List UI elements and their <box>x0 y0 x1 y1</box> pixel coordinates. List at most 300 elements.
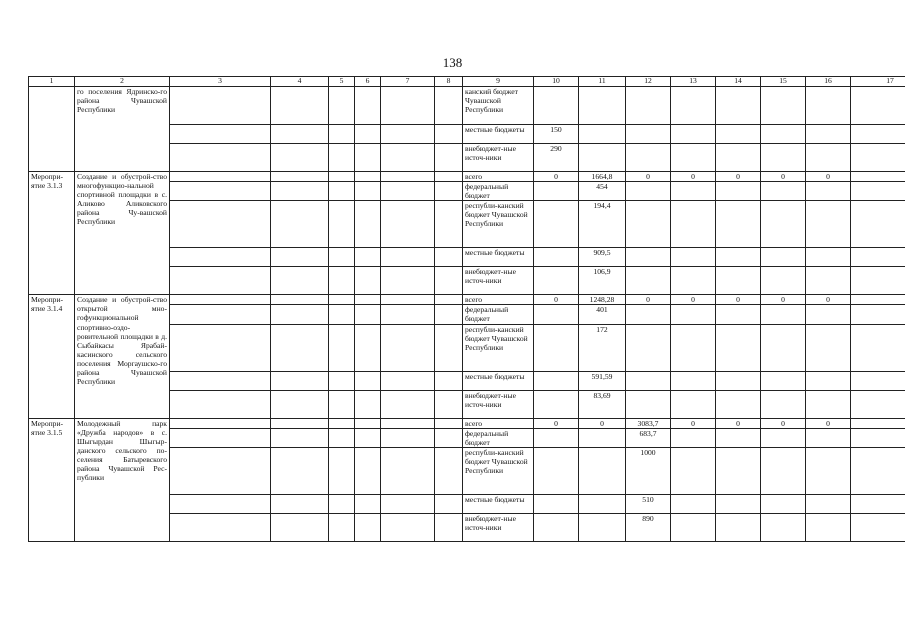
amount-cell-15 <box>761 390 806 418</box>
amount-cell-12: 683,7 <box>626 428 671 447</box>
amount-cell-10 <box>534 305 579 324</box>
amount-cell-17 <box>851 324 905 371</box>
amount-cell-15 <box>761 201 806 248</box>
empty-cell <box>435 324 463 371</box>
empty-cell <box>381 418 435 428</box>
empty-cell <box>435 513 463 541</box>
funding-source-cell: всего <box>463 418 534 428</box>
amount-cell-17 <box>851 182 905 201</box>
amount-cell-11 <box>579 494 626 513</box>
empty-cell <box>355 248 381 267</box>
amount-cell-11: 909,5 <box>579 248 626 267</box>
amount-cell-11 <box>579 428 626 447</box>
amount-cell-15 <box>761 248 806 267</box>
empty-cell <box>329 172 355 182</box>
column-number: 11 <box>579 77 626 87</box>
amount-cell-12: 890 <box>626 513 671 541</box>
funding-source-cell: местные бюджеты <box>463 248 534 267</box>
amount-cell-14: 0 <box>716 172 761 182</box>
measure-name-cell: Молодежный парк «Дружба народов» в с. Шыгырдан Шыгыр-данского сельского по-селения Батыревского района Чувашской Рес-публики <box>75 418 170 541</box>
amount-cell-14 <box>716 248 761 267</box>
empty-cell <box>170 324 271 371</box>
amount-cell-17 <box>851 513 905 541</box>
funding-source-cell: местные бюджеты <box>463 125 534 144</box>
amount-cell-15 <box>761 428 806 447</box>
empty-cell <box>329 87 355 125</box>
amount-cell-11: 401 <box>579 305 626 324</box>
amount-cell-15 <box>761 324 806 371</box>
amount-cell-14 <box>716 182 761 201</box>
empty-cell <box>355 494 381 513</box>
amount-cell-10: 290 <box>534 144 579 172</box>
column-number: 16 <box>806 77 851 87</box>
amount-cell-16 <box>806 125 851 144</box>
empty-cell <box>381 513 435 541</box>
column-number: 9 <box>463 77 534 87</box>
column-number-row <box>29 77 905 87</box>
funding-source-cell: внебюджет-ные источ-ники <box>463 513 534 541</box>
amount-cell-10: 0 <box>534 172 579 182</box>
empty-cell <box>329 371 355 390</box>
empty-cell <box>170 428 271 447</box>
funding-source-cell: республи-канский бюджет Чувашской Республики <box>463 324 534 371</box>
amount-cell-10 <box>534 87 579 125</box>
empty-cell <box>381 305 435 324</box>
amount-cell-11: 172 <box>579 324 626 371</box>
amount-cell-13 <box>671 513 716 541</box>
empty-cell <box>329 182 355 201</box>
amount-cell-13: 0 <box>671 418 716 428</box>
funding-source-cell: республи-канский бюджет Чувашской Республики <box>463 201 534 248</box>
empty-cell <box>381 371 435 390</box>
amount-cell-10: 0 <box>534 418 579 428</box>
amount-cell-14 <box>716 324 761 371</box>
empty-cell <box>381 447 435 494</box>
amount-cell-16 <box>806 324 851 371</box>
amount-cell-17 <box>851 125 905 144</box>
amount-cell-11: 83,69 <box>579 390 626 418</box>
empty-cell <box>381 267 435 295</box>
funding-source-cell: канский бюджет Чувашской Республики <box>463 87 534 125</box>
empty-cell <box>329 324 355 371</box>
measure-id-cell: Меропри-ятие 3.1.3 <box>29 172 75 295</box>
amount-cell-15: 0 <box>761 418 806 428</box>
empty-cell <box>381 248 435 267</box>
amount-cell-10 <box>534 494 579 513</box>
amount-cell-13 <box>671 201 716 248</box>
empty-cell <box>271 125 329 144</box>
amount-cell-14 <box>716 494 761 513</box>
empty-cell <box>435 182 463 201</box>
column-number: 4 <box>271 77 329 87</box>
empty-cell <box>381 295 435 305</box>
amount-cell-14 <box>716 371 761 390</box>
amount-cell-14 <box>716 428 761 447</box>
column-number: 1 <box>29 77 75 87</box>
column-number: 14 <box>716 77 761 87</box>
amount-cell-17 <box>851 295 905 305</box>
empty-cell <box>329 513 355 541</box>
amount-cell-16 <box>806 513 851 541</box>
amount-cell-15: 0 <box>761 295 806 305</box>
empty-cell <box>355 513 381 541</box>
empty-cell <box>355 418 381 428</box>
empty-cell <box>435 201 463 248</box>
amount-cell-13 <box>671 324 716 371</box>
empty-cell <box>355 125 381 144</box>
measure-name-cell: Создание и обустрой-ство многофункцио-нальной спортивной площадки в с. Аликово Аликовского района Чу-вашской Республики <box>75 172 170 295</box>
empty-cell <box>329 305 355 324</box>
amount-cell-12 <box>626 390 671 418</box>
empty-cell <box>170 144 271 172</box>
amount-cell-13 <box>671 428 716 447</box>
amount-cell-17 <box>851 267 905 295</box>
amount-cell-10 <box>534 324 579 371</box>
measure-id-cell <box>29 87 75 172</box>
amount-cell-13 <box>671 125 716 144</box>
amount-cell-13: 0 <box>671 295 716 305</box>
empty-cell <box>170 418 271 428</box>
empty-cell <box>329 125 355 144</box>
amount-cell-14: 0 <box>716 295 761 305</box>
empty-cell <box>329 494 355 513</box>
amount-cell-10: 0 <box>534 295 579 305</box>
amount-cell-12: 0 <box>626 295 671 305</box>
amount-cell-15: 0 <box>761 172 806 182</box>
amount-cell-10 <box>534 390 579 418</box>
amount-cell-16 <box>806 248 851 267</box>
empty-cell <box>329 390 355 418</box>
empty-cell <box>170 447 271 494</box>
amount-cell-12 <box>626 324 671 371</box>
amount-cell-16 <box>806 267 851 295</box>
amount-cell-12: 510 <box>626 494 671 513</box>
empty-cell <box>435 125 463 144</box>
amount-cell-11: 1664,8 <box>579 172 626 182</box>
funding-source-cell: внебюджет-ные источ-ники <box>463 144 534 172</box>
amount-cell-12 <box>626 182 671 201</box>
column-number: 7 <box>381 77 435 87</box>
empty-cell <box>271 513 329 541</box>
empty-cell <box>435 87 463 125</box>
budget-table <box>28 76 905 542</box>
empty-cell <box>271 418 329 428</box>
amount-cell-11: 106,9 <box>579 267 626 295</box>
amount-cell-11: 1248,28 <box>579 295 626 305</box>
empty-cell <box>271 371 329 390</box>
amount-cell-15 <box>761 182 806 201</box>
empty-cell <box>170 172 271 182</box>
amount-cell-11 <box>579 87 626 125</box>
amount-cell-15 <box>761 267 806 295</box>
measure-name-cell: Создание и обустрой-ство открытой мно-гофункциональной спортивно-оздо-ровительной площадки в д. Сыбайкасы Ярабай-касинского сельского поселения Моргаушско-го района Чувашской Республики <box>75 295 170 418</box>
amount-cell-12: 1000 <box>626 447 671 494</box>
amount-cell-10 <box>534 182 579 201</box>
amount-cell-13 <box>671 390 716 418</box>
amount-cell-15 <box>761 87 806 125</box>
empty-cell <box>381 125 435 144</box>
amount-cell-14: 0 <box>716 418 761 428</box>
empty-cell <box>271 305 329 324</box>
empty-cell <box>435 248 463 267</box>
empty-cell <box>271 494 329 513</box>
amount-cell-16 <box>806 87 851 125</box>
amount-cell-11: 194,4 <box>579 201 626 248</box>
empty-cell <box>435 428 463 447</box>
empty-cell <box>329 295 355 305</box>
amount-cell-11 <box>579 513 626 541</box>
amount-cell-11: 454 <box>579 182 626 201</box>
amount-cell-10 <box>534 371 579 390</box>
amount-cell-16: 0 <box>806 418 851 428</box>
empty-cell <box>435 295 463 305</box>
funding-source-cell: местные бюджеты <box>463 494 534 513</box>
empty-cell <box>355 390 381 418</box>
measure-name-cell: го поселения Ядринско-го района Чувашской Республики <box>75 87 170 172</box>
empty-cell <box>435 494 463 513</box>
amount-cell-12 <box>626 248 671 267</box>
amount-cell-17 <box>851 371 905 390</box>
amount-cell-11 <box>579 447 626 494</box>
amount-cell-17 <box>851 87 905 125</box>
empty-cell <box>271 295 329 305</box>
amount-cell-15 <box>761 447 806 494</box>
empty-cell <box>355 182 381 201</box>
empty-cell <box>271 390 329 418</box>
empty-cell <box>170 125 271 144</box>
amount-cell-12 <box>626 201 671 248</box>
amount-cell-14 <box>716 447 761 494</box>
column-number: 10 <box>534 77 579 87</box>
funding-source-cell: внебюджет-ные источ-ники <box>463 390 534 418</box>
empty-cell <box>271 324 329 371</box>
amount-cell-14 <box>716 390 761 418</box>
empty-cell <box>435 144 463 172</box>
empty-cell <box>381 324 435 371</box>
column-number: 8 <box>435 77 463 87</box>
page-number: 138 <box>442 55 463 70</box>
funding-source-cell: федеральный бюджет <box>463 428 534 447</box>
empty-cell <box>355 428 381 447</box>
amount-cell-17 <box>851 428 905 447</box>
measure-id-cell: Меропри-ятие 3.1.4 <box>29 295 75 418</box>
empty-cell <box>355 172 381 182</box>
empty-cell <box>170 248 271 267</box>
amount-cell-17 <box>851 418 905 428</box>
amount-cell-14 <box>716 305 761 324</box>
empty-cell <box>355 267 381 295</box>
empty-cell <box>271 248 329 267</box>
empty-cell <box>329 428 355 447</box>
amount-cell-17 <box>851 144 905 172</box>
amount-cell-12 <box>626 125 671 144</box>
amount-cell-16 <box>806 428 851 447</box>
empty-cell <box>435 172 463 182</box>
amount-cell-15 <box>761 494 806 513</box>
amount-cell-17 <box>851 447 905 494</box>
amount-cell-12 <box>626 144 671 172</box>
amount-cell-16: 0 <box>806 172 851 182</box>
amount-cell-15 <box>761 371 806 390</box>
funding-source-cell: федеральный бюджет <box>463 182 534 201</box>
empty-cell <box>435 447 463 494</box>
amount-cell-17 <box>851 248 905 267</box>
column-number: 12 <box>626 77 671 87</box>
empty-cell <box>355 201 381 248</box>
empty-cell <box>355 144 381 172</box>
funding-source-cell: всего <box>463 295 534 305</box>
amount-cell-14 <box>716 144 761 172</box>
empty-cell <box>170 513 271 541</box>
budget-table-body <box>29 87 905 542</box>
amount-cell-12: 0 <box>626 172 671 182</box>
amount-cell-13: 0 <box>671 172 716 182</box>
amount-cell-17 <box>851 494 905 513</box>
empty-cell <box>329 248 355 267</box>
amount-cell-12 <box>626 305 671 324</box>
empty-cell <box>355 87 381 125</box>
empty-cell <box>381 428 435 447</box>
empty-cell <box>271 267 329 295</box>
empty-cell <box>271 172 329 182</box>
empty-cell <box>435 418 463 428</box>
empty-cell <box>329 144 355 172</box>
table-row <box>29 172 905 182</box>
column-number: 3 <box>170 77 271 87</box>
amount-cell-14 <box>716 87 761 125</box>
amount-cell-16: 0 <box>806 295 851 305</box>
amount-cell-13 <box>671 87 716 125</box>
column-number: 13 <box>671 77 716 87</box>
funding-source-cell: федеральный бюджет <box>463 305 534 324</box>
amount-cell-14 <box>716 513 761 541</box>
empty-cell <box>170 371 271 390</box>
amount-cell-12 <box>626 267 671 295</box>
amount-cell-17 <box>851 201 905 248</box>
empty-cell <box>381 494 435 513</box>
amount-cell-13 <box>671 371 716 390</box>
amount-cell-13 <box>671 248 716 267</box>
amount-cell-13 <box>671 267 716 295</box>
amount-cell-16 <box>806 144 851 172</box>
empty-cell <box>381 144 435 172</box>
empty-cell <box>329 447 355 494</box>
empty-cell <box>355 305 381 324</box>
amount-cell-10 <box>534 428 579 447</box>
column-number: 2 <box>75 77 170 87</box>
empty-cell <box>435 371 463 390</box>
amount-cell-13 <box>671 144 716 172</box>
measure-id-cell: Меропри-ятие 3.1.5 <box>29 418 75 541</box>
empty-cell <box>170 87 271 125</box>
amount-cell-14 <box>716 125 761 144</box>
amount-cell-13 <box>671 494 716 513</box>
amount-cell-13 <box>671 182 716 201</box>
amount-cell-16 <box>806 494 851 513</box>
empty-cell <box>170 295 271 305</box>
amount-cell-10 <box>534 447 579 494</box>
empty-cell <box>355 295 381 305</box>
amount-cell-16 <box>806 201 851 248</box>
amount-cell-10 <box>534 248 579 267</box>
amount-cell-11: 0 <box>579 418 626 428</box>
empty-cell <box>170 305 271 324</box>
funding-source-cell: всего <box>463 172 534 182</box>
empty-cell <box>435 305 463 324</box>
empty-cell <box>271 87 329 125</box>
amount-cell-14 <box>716 201 761 248</box>
amount-cell-17 <box>851 390 905 418</box>
funding-source-cell: внебюджет-ные источ-ники <box>463 267 534 295</box>
empty-cell <box>271 428 329 447</box>
amount-cell-12 <box>626 371 671 390</box>
empty-cell <box>271 182 329 201</box>
column-number: 17 <box>851 77 905 87</box>
table-row <box>29 418 905 428</box>
amount-cell-15 <box>761 513 806 541</box>
amount-cell-13 <box>671 447 716 494</box>
empty-cell <box>381 182 435 201</box>
empty-cell <box>329 418 355 428</box>
empty-cell <box>435 267 463 295</box>
funding-source-cell: местные бюджеты <box>463 371 534 390</box>
amount-cell-12 <box>626 87 671 125</box>
empty-cell <box>381 87 435 125</box>
amount-cell-11 <box>579 144 626 172</box>
amount-cell-13 <box>671 305 716 324</box>
amount-cell-11 <box>579 125 626 144</box>
amount-cell-15 <box>761 144 806 172</box>
column-number: 6 <box>355 77 381 87</box>
empty-cell <box>170 201 271 248</box>
empty-cell <box>170 182 271 201</box>
empty-cell <box>170 267 271 295</box>
amount-cell-16 <box>806 305 851 324</box>
empty-cell <box>271 447 329 494</box>
amount-cell-11: 591,59 <box>579 371 626 390</box>
amount-cell-16 <box>806 390 851 418</box>
empty-cell <box>170 390 271 418</box>
empty-cell <box>381 172 435 182</box>
amount-cell-12: 3083,7 <box>626 418 671 428</box>
amount-cell-15 <box>761 305 806 324</box>
empty-cell <box>381 201 435 248</box>
empty-cell <box>170 494 271 513</box>
empty-cell <box>381 390 435 418</box>
amount-cell-17 <box>851 305 905 324</box>
amount-cell-10: 150 <box>534 125 579 144</box>
amount-cell-17 <box>851 172 905 182</box>
empty-cell <box>355 324 381 371</box>
empty-cell <box>271 201 329 248</box>
amount-cell-10 <box>534 201 579 248</box>
amount-cell-14 <box>716 267 761 295</box>
amount-cell-16 <box>806 447 851 494</box>
column-number: 5 <box>329 77 355 87</box>
amount-cell-10 <box>534 513 579 541</box>
empty-cell <box>271 144 329 172</box>
table-row <box>29 295 905 305</box>
empty-cell <box>355 447 381 494</box>
funding-source-cell: республи-канский бюджет Чувашской Республики <box>463 447 534 494</box>
amount-cell-16 <box>806 371 851 390</box>
amount-cell-15 <box>761 125 806 144</box>
empty-cell <box>435 390 463 418</box>
amount-cell-16 <box>806 182 851 201</box>
column-number: 15 <box>761 77 806 87</box>
empty-cell <box>329 201 355 248</box>
table-row <box>29 87 905 125</box>
